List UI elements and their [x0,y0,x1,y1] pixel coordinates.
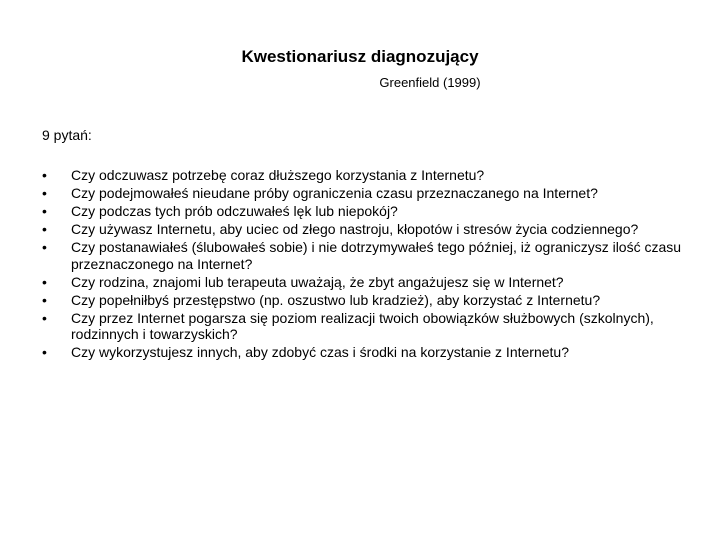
question-text: Czy używasz Internetu, aby uciec od złego nastroju, kłopotów i stresów życia codziennego? [71,221,639,237]
question-text: Czy rodzina, znajomi lub terapeuta uważają, że zbyt angażujesz się w Internet? [71,273,564,290]
list-item [42,185,692,202]
question-text: Czy podejmowałeś nieudane próby ograniczenia czasu przeznaczanego na Internet? [71,185,598,201]
bullet-icon: • [42,344,47,360]
question-text: Czy odczuwasz potrzebę coraz dłuższego korzystania z Internetu? [71,167,485,183]
bullet-icon: • [42,309,47,326]
bullet-icon: • [42,221,47,237]
bullet-icon: • [42,203,47,219]
question-text: Czy postanawiałeś (ślubowałeś sobie) i nie dotrzymywałeś tego później, iż ograniczysz ilość czasu przeznaczonego na Internet? [71,239,682,272]
question-text: Czy popełniłbyś przestępstwo (np. oszustwo lub kradzież), aby korzystać z Internetu? [71,291,601,308]
question-text: Czy wykorzystujesz innych, aby zdobyć czas i środki na korzystanie z Internetu? [71,344,569,360]
list-item [42,292,692,309]
list-item [42,221,692,238]
intro-text: 9 pytań: [42,127,92,143]
bullet-icon: • [42,291,47,308]
list-item [42,239,692,272]
bullet-icon: • [42,273,47,290]
bullet-icon: • [42,185,47,201]
question-text: Czy przez Internet pogarsza się poziom realizacji twoich obowiązków służbowych (szkolnych), rodzinnych i towarzyskich? [71,309,654,342]
list-item [42,274,692,291]
bullet-icon: • [42,167,47,183]
question-list [42,167,692,362]
list-item [42,344,692,361]
bullet-icon: • [42,239,47,255]
page-title: Kwestionariusz diagnozujący [241,47,479,66]
question-text: Czy podczas tych prób odczuwałeś lęk lub niepokój? [71,203,398,219]
page-subtitle: Greenfield (1999) [379,75,481,90]
list-item [42,203,692,220]
list-item [42,310,692,343]
list-item [42,167,692,184]
